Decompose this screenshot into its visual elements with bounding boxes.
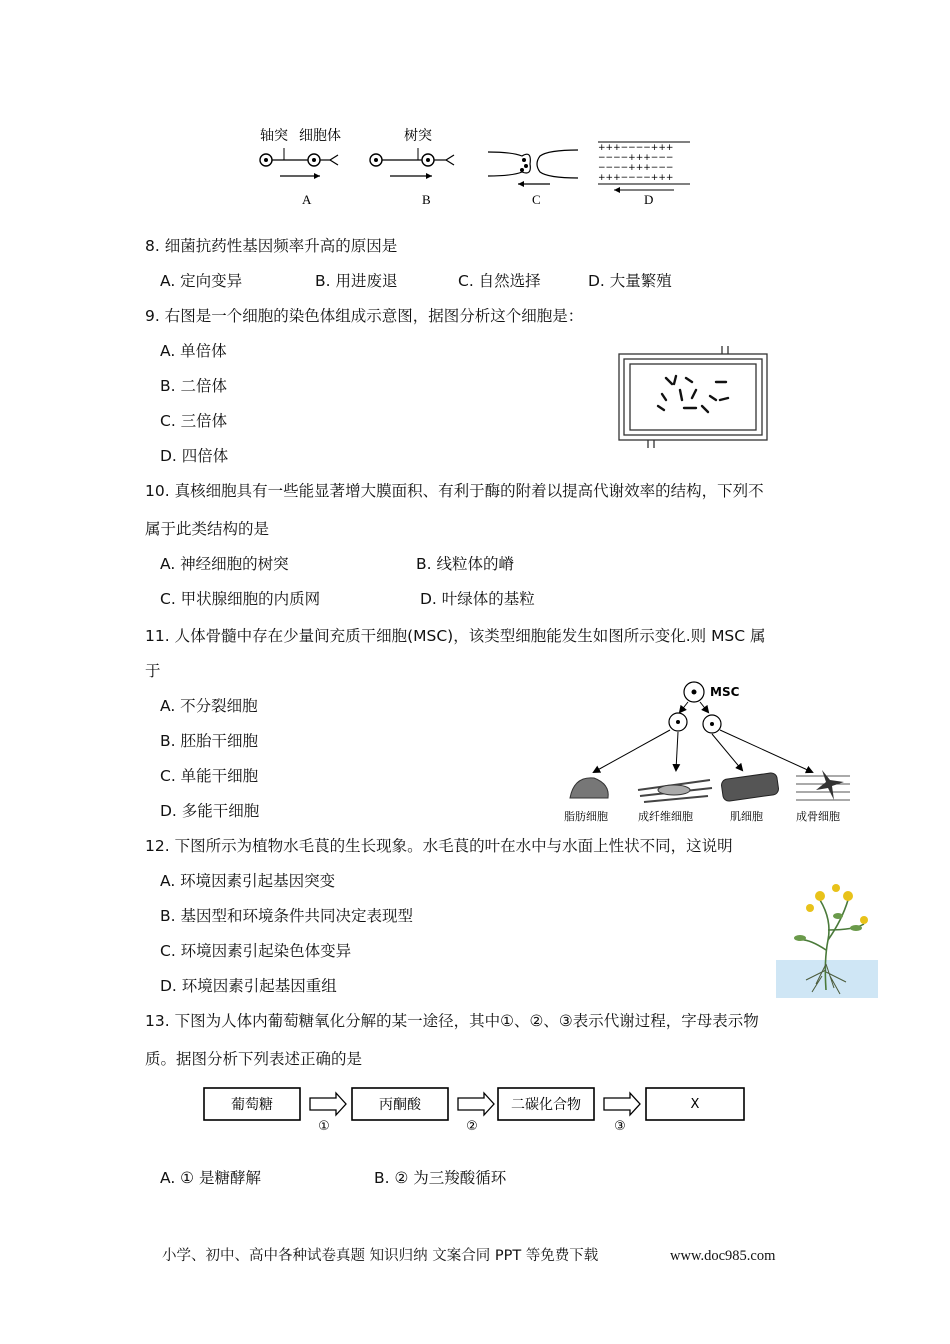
q12-stem: 12. 下图所示为植物水毛茛的生长现象。水毛茛的叶在水中与水面上性状不同，这说明 (145, 837, 733, 855)
q9-option-b: B. 二倍体 (160, 377, 227, 395)
q13-option-b: B. ② 为三羧酸循环 (374, 1169, 507, 1187)
fig7-label-d: D (644, 192, 654, 207)
q8-stem: 8. 细菌抗药性基因频率升高的原因是 (145, 237, 398, 255)
fig7-charges-mid2: −−−−+++−−− (598, 163, 674, 173)
fig7-label-a: A (302, 192, 312, 207)
q13-option-a: A. ① 是糖酵解 (160, 1169, 262, 1187)
q8-option-b: B. 用进废退 (315, 272, 398, 290)
msc-differentiation-figure (560, 672, 856, 826)
muscle-cell-label: 肌细胞 (730, 810, 763, 823)
q10-stem-line1: 10. 真核细胞具有一些能显著增大膜面积、有利于酶的附着以提高代谢效率的结构，下列不 (145, 482, 764, 500)
q8-option-d: D. 大量繁殖 (588, 272, 672, 290)
q11-option-d: D. 多能干细胞 (160, 802, 260, 820)
q11-stem-line1: 11. 人体骨髓中存在少量间充质干细胞(MSC)，该类型细胞能发生如图所示变化.则 MSC 属 (145, 627, 766, 645)
water-buttercup-figure (776, 880, 878, 998)
box-c2-compound: 二碳化合物 (511, 1097, 581, 1113)
q11-option-a: A. 不分裂细胞 (160, 697, 258, 715)
q12-option-b: B. 基因型和环境条件共同决定表现型 (160, 907, 413, 925)
footer-url[interactable]: www.doc985.com (670, 1248, 776, 1264)
q11-option-c: C. 单能干细胞 (160, 767, 259, 785)
q12-option-a: A. 环境因素引起基因突变 (160, 872, 336, 890)
q13-stem-line2: 质。据图分析下列表述正确的是 (145, 1050, 363, 1068)
fat-cell-label: 脂肪细胞 (564, 810, 608, 823)
neuron-conduction-figure (250, 120, 700, 215)
msc-label: MSC (710, 685, 740, 699)
q12-option-d: D. 环境因素引起基因重组 (160, 977, 337, 995)
fig7-dendrite-label: 树突 (404, 128, 432, 144)
box-x: X (690, 1097, 700, 1112)
box-pyruvate: 丙酮酸 (379, 1097, 421, 1113)
fig7-charges-mid1: −−−−+++−−− (598, 153, 674, 163)
q10-option-b: B. 线粒体的嵴 (416, 555, 514, 573)
fibroblast-label: 成纤维细胞 (638, 810, 693, 823)
q11-option-b: B. 胚胎干细胞 (160, 732, 258, 750)
q8-option-c: C. 自然选择 (458, 272, 541, 290)
fig7-charges-top: +++−−−−+++ (598, 143, 674, 153)
chromosome-cell-figure (618, 346, 768, 448)
step-3-label: ③ (614, 1119, 626, 1134)
fig7-charges-bot: +++−−−−+++ (598, 173, 674, 183)
fig7-soma-label: 细胞体 (299, 128, 341, 144)
q10-option-a: A. 神经细胞的树突 (160, 555, 289, 573)
fig7-label-c: C (532, 192, 541, 207)
q12-option-c: C. 环境因素引起染色体变异 (160, 942, 352, 960)
neuron-conduction-svg (250, 120, 700, 215)
fig7-axon-label: 轴突 (260, 128, 288, 144)
q11-stem-line2: 于 (145, 662, 161, 680)
glucose-pathway-figure (200, 1084, 750, 1134)
q10-stem-line2: 属于此类结构的是 (145, 520, 270, 538)
q9-stem: 9. 右图是一个细胞的染色体组成示意图，据图分析这个细胞是： (145, 307, 584, 325)
fig7-label-b: B (422, 192, 431, 207)
step-2-label: ② (466, 1119, 478, 1134)
box-glucose: 葡萄糖 (231, 1097, 273, 1113)
q10-option-c: C. 甲状腺细胞的内质网 (160, 590, 321, 608)
q9-option-a: A. 单倍体 (160, 342, 227, 360)
q9-option-c: C. 三倍体 (160, 412, 228, 430)
q9-option-d: D. 四倍体 (160, 447, 229, 465)
footer-text: 小学、初中、高中各种试卷真题 知识归纳 文案合同 PPT 等免费下载 (162, 1248, 599, 1264)
q10-option-d: D. 叶绿体的基粒 (420, 590, 535, 608)
step-1-label: ① (318, 1119, 330, 1134)
q8-option-a: A. 定向变异 (160, 272, 243, 290)
osteoblast-label: 成骨细胞 (796, 810, 840, 823)
q13-stem-line1: 13. 下图为人体内葡萄糖氧化分解的某一途径，其中①、②、③表示代谢过程，字母表示物 (145, 1012, 759, 1030)
